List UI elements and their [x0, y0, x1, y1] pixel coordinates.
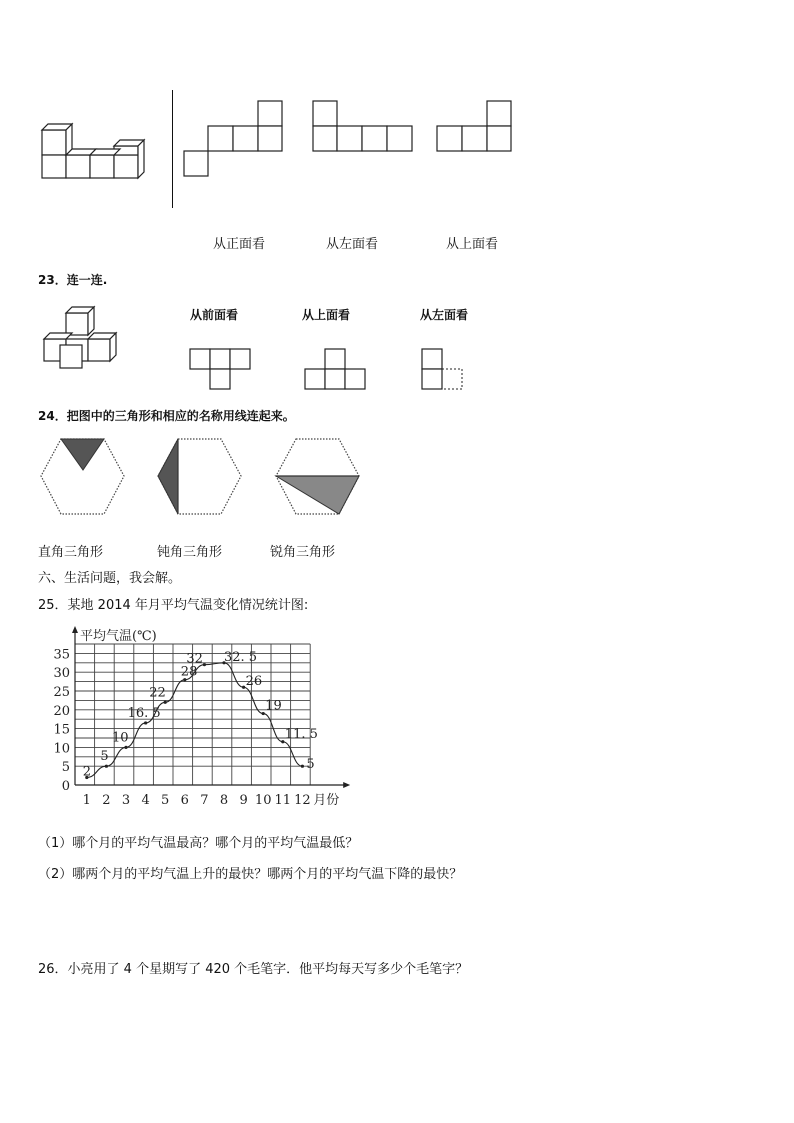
q22-label-top: 从上面看	[446, 237, 499, 252]
y-tick-label: 15	[53, 722, 70, 738]
q23-label-left: 从左面看	[420, 308, 469, 322]
data-point	[301, 765, 304, 768]
x-tick-label: 5	[161, 793, 170, 808]
data-label: 5	[306, 757, 315, 773]
y-tick-label: 35	[53, 647, 70, 663]
q25-sub1: （1）哪个月的平均气温最高？哪个月的平均气温最低？	[38, 836, 359, 851]
data-label: 16. 5	[127, 705, 161, 721]
q22-label-left: 从左面看	[326, 237, 379, 252]
q23-heading: 23．连一连.	[38, 273, 108, 287]
q24-name-acute: 锐角三角形	[270, 545, 336, 560]
y-tick-label: 30	[53, 666, 70, 682]
y-tick-label: 10	[53, 741, 70, 757]
data-label: 26	[245, 674, 263, 690]
x-tick-label: 7	[200, 793, 209, 808]
data-label: 22	[149, 685, 166, 701]
data-label: 11. 5	[284, 726, 318, 742]
x-tick-label: 9	[239, 793, 248, 808]
y-axis-arrow	[72, 626, 78, 633]
x-tick-label: 12	[294, 793, 311, 808]
data-label: 2	[82, 764, 92, 780]
x-axis-arrow	[343, 782, 350, 788]
x-tick-label: 11	[274, 793, 292, 808]
data-label: 5	[100, 749, 109, 765]
y-tick-label: 25	[53, 685, 70, 700]
y-tick-label: 5	[61, 760, 70, 776]
q24-name-obtuse: 钝角三角形	[157, 545, 223, 560]
data-label: 10	[112, 730, 129, 746]
series-line	[87, 663, 303, 778]
data-point	[105, 765, 108, 768]
q24-heading: 24．把图中的三角形和相应的名称用线连起来。	[38, 409, 295, 423]
y-tick-label: 0	[61, 779, 70, 794]
data-label: 32	[186, 651, 203, 667]
data-point	[124, 746, 127, 749]
x-axis-label: 月份	[313, 793, 340, 808]
x-tick-label: 6	[180, 793, 189, 808]
x-tick-label: 2	[102, 793, 111, 808]
section6-heading: 六、生活问题，我会解。	[38, 571, 182, 586]
q23-label-front: 从前面看	[190, 308, 239, 322]
x-tick-label: 4	[141, 793, 150, 808]
q25-heading: 25．某地 2014 年月平均气温变化情况统计图:	[38, 598, 309, 613]
data-point	[203, 663, 206, 666]
y-axis-label: 平均气温(℃)	[80, 629, 157, 644]
data-label: 32. 5	[224, 649, 258, 665]
x-tick-label: 1	[82, 793, 91, 808]
data-label: 19	[265, 698, 282, 714]
data-label: 28	[180, 664, 198, 680]
q23-label-top: 从上面看	[302, 308, 351, 322]
x-tick-label: 10	[254, 793, 272, 808]
q24-name-right: 直角三角形	[38, 545, 104, 560]
data-point	[164, 701, 167, 704]
q22-label-front: 从正面看	[213, 237, 266, 252]
y-tick-label: 20	[53, 703, 70, 719]
x-tick-label: 8	[219, 793, 229, 808]
data-point	[144, 721, 147, 724]
q26-heading: 26．小亮用了 4 个星期写了 420 个毛笔字．他平均每天写多少个毛笔字？	[38, 962, 469, 977]
x-tick-label: 3	[121, 793, 131, 808]
q25-sub2: （2）哪两个月的平均气温上升的最快？哪两个月的平均气温下降的最快？	[38, 867, 463, 882]
